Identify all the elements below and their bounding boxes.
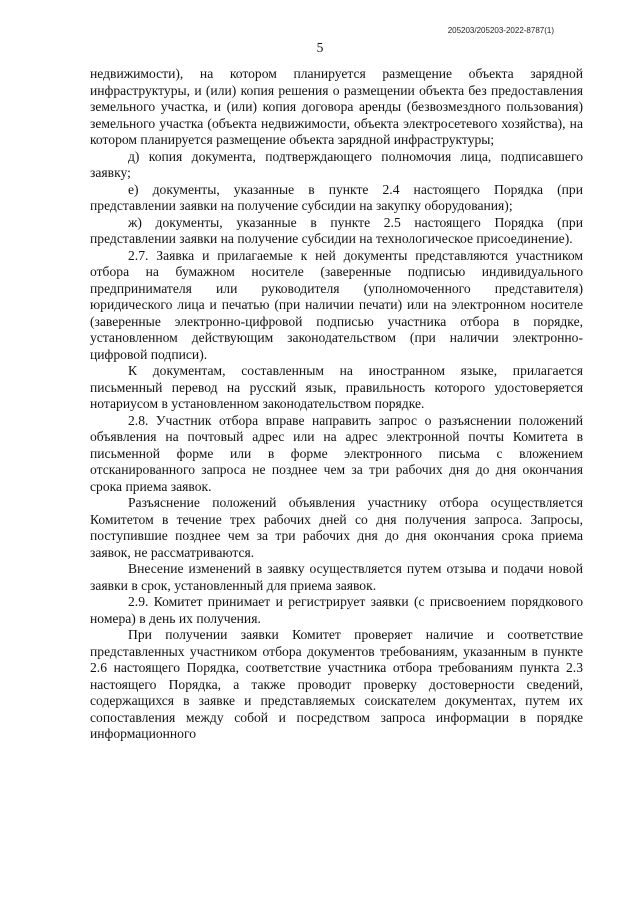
paragraph-continuation: недвижимости), на котором планируется размещение объекта зарядной инфраструктуры, и (или) копия решения о размещении объекта без предоставления земельного участка, и (или) копия договора аренды (безвозмездного пользования) земельного участка (объекта недвижимости, объекта электросетевого хозяйства), на котором планируется размещение объекта зарядной инфраструктуры; [90, 66, 583, 147]
paragraph-item-d: д) копия документа, подтверждающего полномочия лица, подписавшего заявку; [90, 148, 583, 180]
paragraph-item-e: е) документы, указанные в пункте 2.4 настоящего Порядка (при представлении заявки на получение субсидии на закупку оборудования); [90, 181, 583, 213]
document-id: 205203/205203-2022-8787(1) [447, 26, 554, 35]
paragraph-foreign-documents: К документам, составленным на иностранном языке, прилагается письменный перевод на русский язык, правильность которого удостоверяется нотариусом в установленном законодательством порядке. [90, 363, 583, 411]
paragraph-2-8: 2.8. Участник отбора вправе направить запрос о разъяснении положений объявления на почтовый адрес или на адрес электронной почты Комитета в письменной форме или в форме электронного письма с вложением отсканированного запроса не позднее чем за три рабочих дня до дня окончания срока приема заявок. [90, 412, 583, 494]
document-body [90, 66, 583, 743]
page-number: 5 [316, 40, 324, 55]
paragraph-2-9: 2.9. Комитет принимает и регистрирует заявки (с присвоением порядкового номера) в день их получения. [90, 594, 583, 626]
paragraph-changes: Внесение изменений в заявку осуществляется путем отзыва и подачи новой заявки в срок, установленный для приема заявок. [90, 561, 583, 593]
paragraph-verification: При получении заявки Комитет проверяет наличие и соответствие представленных участником отбора документов требованиям, указанным в пункте 2.6 настоящего Порядка, соответствие участника отбора требованиям пункта 2.3 настоящего Порядка, а также проводит проверку достоверности сведений, содержащихся в заявке и представляемых соискателем документах, путем их сопоставления между собой и посредством запроса информации в порядке информационного [90, 627, 583, 741]
paragraph-clarification: Разъяснение положений объявления участнику отбора осуществляется Комитетом в течение трех рабочих дней со дня получения запроса. Запросы, поступившие позднее чем за три рабочих дня до дня окончания срока приема заявок, не рассматриваются. [90, 495, 583, 560]
paragraph-2-7: 2.7. Заявка и прилагаемые к ней документы представляются участником отбора на бумажном носителе (заверенные подписью индивидуального предпринимателя или руководителя (уполномоченного представителя) юридического лица и печатью (при наличии печати) или на электронном носителе (заверенные электронно-цифровой подписью участника отбора в порядке, установленном действующим законодательством (при наличии электронно-цифровой подписи). [90, 247, 583, 362]
paragraph-item-zh: ж) документы, указанные в пункте 2.5 настоящего Порядка (при представлении заявки на получение субсидии на технологическое присоединение). [90, 214, 583, 246]
